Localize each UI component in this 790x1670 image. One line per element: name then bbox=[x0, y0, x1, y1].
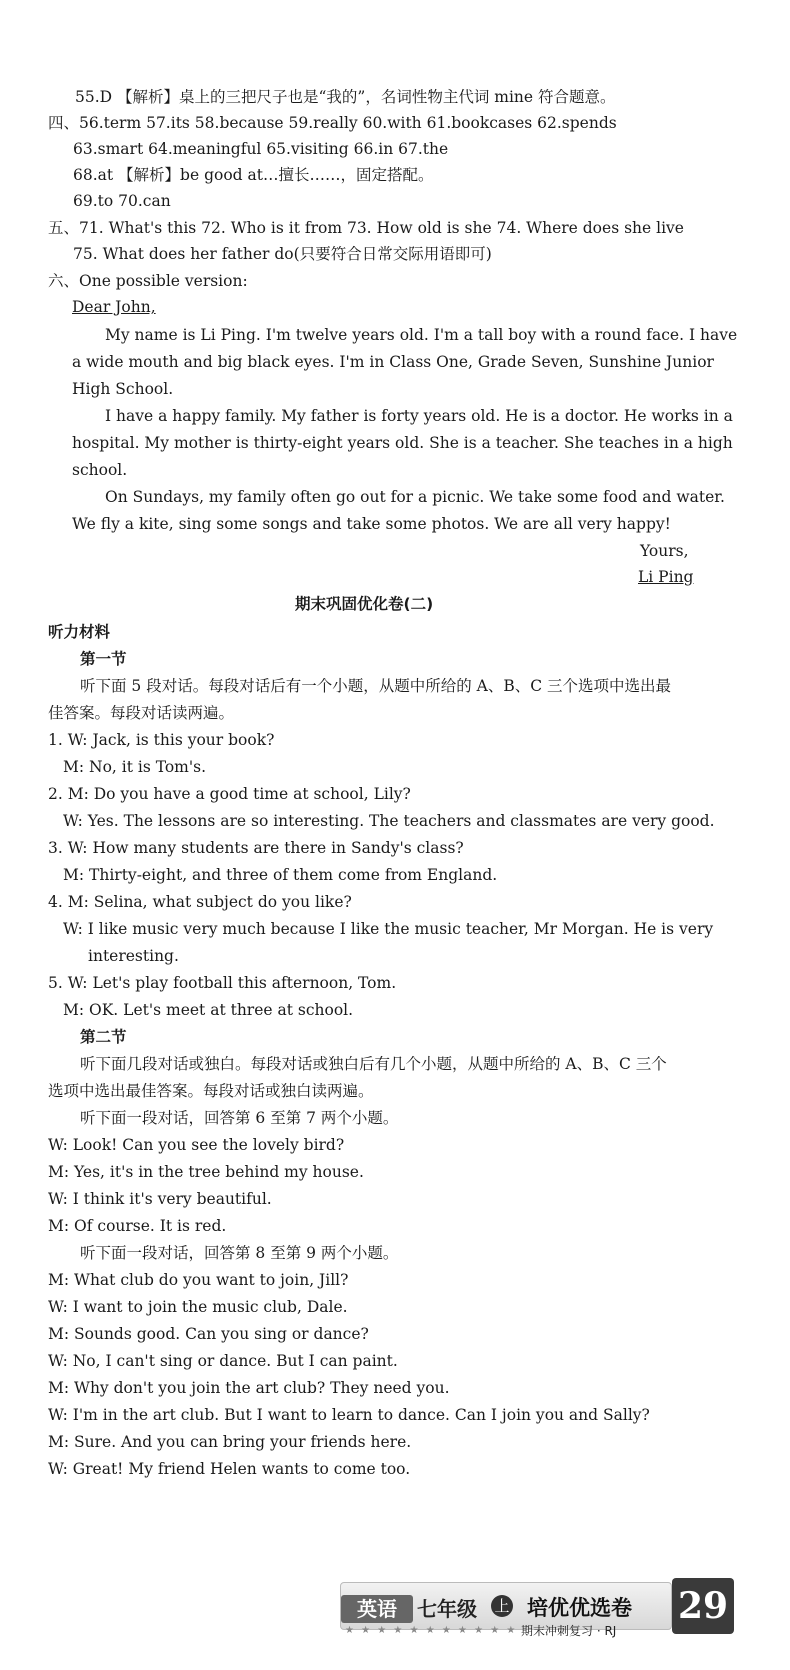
text-line: 听下面 5 段对话。每段对话后有一个小题，从题中所给的 A、B、C 三个选项中选出最 bbox=[80, 677, 672, 695]
text-line: W: Look! Can you see the lovely bird? bbox=[48, 1136, 345, 1154]
text-line: M: Sure. And you can bring your friends here. bbox=[48, 1433, 412, 1451]
text-line: 期末巩固优化卷(二) bbox=[295, 595, 434, 613]
text-line: I have a happy family. My father is forty years old. He is a doctor. He works in a bbox=[105, 407, 733, 425]
text-line: W: Great! My friend Helen wants to come too. bbox=[48, 1460, 411, 1478]
text-line: 1. W: Jack, is this your book? bbox=[48, 731, 275, 749]
text-line: M: Thirty-eight, and three of them come from England. bbox=[63, 866, 498, 884]
text-line: 3. W: How many students are there in Sandy's class? bbox=[48, 839, 464, 857]
text-line: M: Yes, it's in the tree behind my house. bbox=[48, 1163, 364, 1181]
footer-grade: 七年级 bbox=[417, 1597, 477, 1621]
text-line: 69.to 70.can bbox=[73, 192, 171, 210]
text-line: Dear John, bbox=[72, 298, 156, 316]
text-line: 68.at 【解析】be good at…擅长……，固定搭配。 bbox=[73, 166, 434, 184]
text-line: a wide mouth and big black eyes. I'm in Class One, Grade Seven, Sunshine Junior bbox=[72, 353, 714, 371]
text-line: 五、71. What's this 72. Who is it from 73. How old is she 74. Where does she live bbox=[48, 219, 684, 237]
text-line: On Sundays, my family often go out for a picnic. We take some food and water. bbox=[105, 488, 725, 506]
text-line: 听力材料 bbox=[48, 623, 111, 641]
text-line: W: I think it's very beautiful. bbox=[48, 1190, 272, 1208]
text-line: Li Ping bbox=[638, 568, 694, 586]
text-line: 四、56.term 57.its 58.because 59.really 60.with 61.bookcases 62.spends bbox=[48, 114, 617, 132]
text-line: M: Why don't you join the art club? They need you. bbox=[48, 1379, 450, 1397]
text-line: 第二节 bbox=[80, 1028, 127, 1046]
text-line: 75. What does her father do(只要符合日常交际用语即可) bbox=[73, 245, 492, 263]
footer-banner bbox=[340, 1582, 672, 1638]
footer-subject: 英语 bbox=[341, 1595, 413, 1623]
text-line: W: No, I can't sing or dance. But I can paint. bbox=[48, 1352, 398, 1370]
text-line: M: OK. Let's meet at three at school. bbox=[63, 1001, 354, 1019]
text-line: hospital. My mother is thirty-eight years old. She is a teacher. She teaches in a high bbox=[72, 434, 733, 452]
footer-stars: ★ ★ ★ ★ ★ ★ ★ ★ ★ ★ ★ bbox=[345, 1625, 518, 1636]
text-line: M: Of course. It is red. bbox=[48, 1217, 227, 1235]
text-line: 63.smart 64.meaningful 65.visiting 66.in 67.the bbox=[73, 140, 449, 158]
text-line: M: Sounds good. Can you sing or dance? bbox=[48, 1325, 369, 1343]
footer-series-title: 培优优选卷 bbox=[527, 1596, 632, 1620]
text-line: My name is Li Ping. I'm twelve years old. I'm a tall boy with a round face. I have bbox=[105, 326, 738, 344]
text-line: W: I want to join the music club, Dale. bbox=[48, 1298, 348, 1316]
text-line: 听下面一段对话，回答第 8 至第 9 两个小题。 bbox=[80, 1244, 399, 1262]
text-line: M: What club do you want to join, Jill? bbox=[48, 1271, 349, 1289]
text-line: High School. bbox=[72, 380, 174, 398]
text-line: Yours, bbox=[640, 542, 689, 560]
text-line: 2. M: Do you have a good time at school, Lily? bbox=[48, 785, 411, 803]
text-line: 第一节 bbox=[80, 650, 127, 668]
text-line: 5. W: Let's play football this afternoon, Tom. bbox=[48, 974, 397, 992]
text-line: M: No, it is Tom's. bbox=[63, 758, 207, 776]
page-number: 29 bbox=[672, 1578, 734, 1634]
text-line: W: Yes. The lessons are so interesting. The teachers and classmates are very good. bbox=[63, 812, 715, 830]
text-line: 选项中选出最佳答案。每段对话或独白读两遍。 bbox=[48, 1082, 374, 1100]
footer bbox=[340, 1578, 735, 1636]
text-line: interesting. bbox=[88, 947, 179, 965]
text-line: W: I like music very much because I like the music teacher, Mr Morgan. He is very bbox=[63, 920, 714, 938]
text-line: 六、One possible version: bbox=[48, 272, 248, 290]
footer-edition: 期末冲刺复习 · RJ bbox=[521, 1624, 617, 1638]
text-line: 听下面几段对话或独白。每段对话或独白后有几个小题，从题中所给的 A、B、C 三个 bbox=[80, 1055, 667, 1073]
text-line: 佳答案。每段对话读两遍。 bbox=[48, 704, 235, 722]
text-line: 55.D 【解析】桌上的三把尺子也是“我的”，名词性物主代词 mine 符合题意。 bbox=[75, 88, 616, 106]
footer-term-badge: 上 bbox=[491, 1595, 513, 1617]
text-line: school. bbox=[72, 461, 128, 479]
text-line: 4. M: Selina, what subject do you like? bbox=[48, 893, 352, 911]
text-line: W: I'm in the art club. But I want to learn to dance. Can I join you and Sally? bbox=[48, 1406, 650, 1424]
text-line: 听下面一段对话，回答第 6 至第 7 两个小题。 bbox=[80, 1109, 399, 1127]
text-line: We fly a kite, sing some songs and take some photos. We are all very happy! bbox=[72, 515, 671, 533]
